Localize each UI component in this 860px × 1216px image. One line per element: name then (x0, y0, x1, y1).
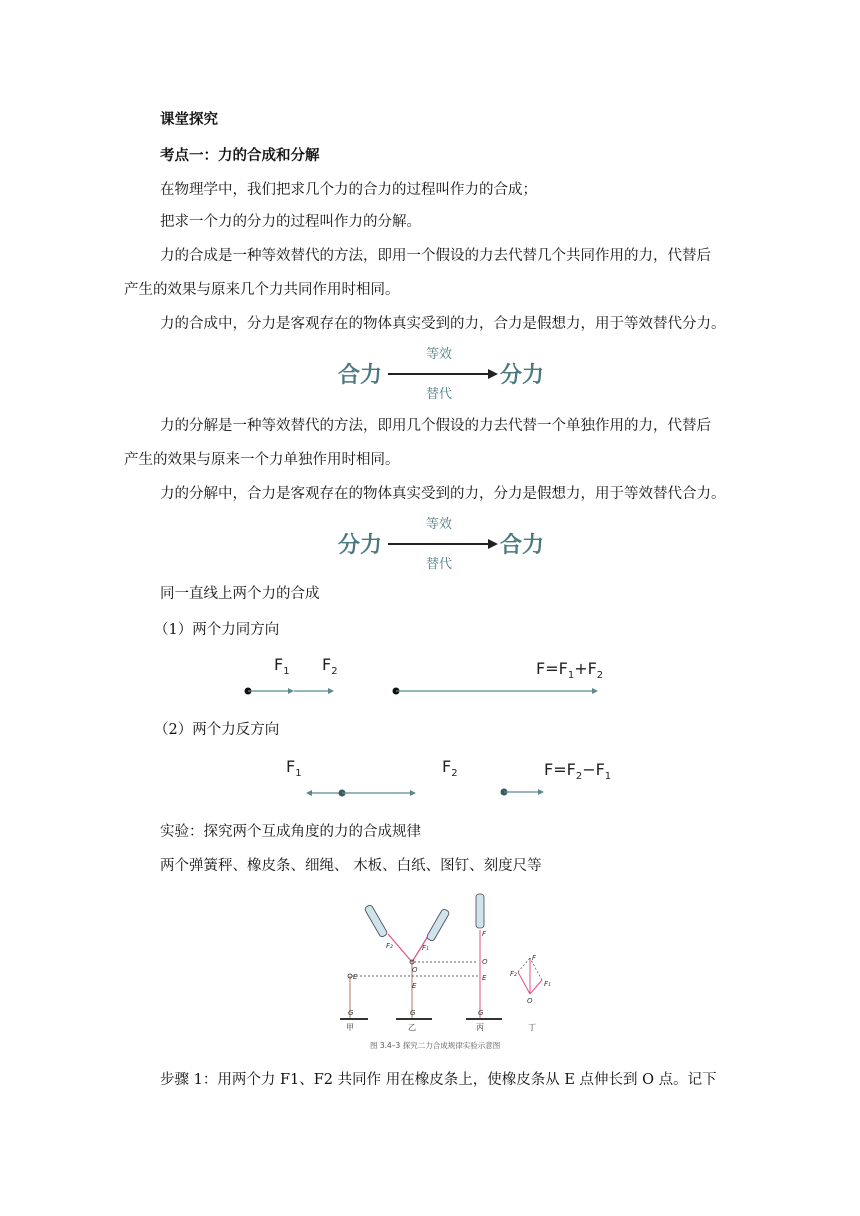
case1-result-label: $F=F_1+F_2$ (536, 659, 604, 681)
diagram1-arrowhead-icon (488, 369, 498, 379)
diagram2-top-label: 等效 (426, 517, 453, 532)
diagram1-right-label: 分力 (500, 363, 545, 388)
case1-f1-label: $F_1$ (274, 655, 290, 677)
label-ding: 丁 (528, 1023, 536, 1032)
label-bing: 丙 (476, 1023, 484, 1032)
case1-f2-label: $F_2$ (322, 655, 338, 677)
paragraph-3-line2: 产生的效果与原来几个力共同作用时相同。 (124, 282, 400, 298)
paragraph-2: 把求一个力的分力的过程叫作力的分解。 (160, 214, 421, 230)
case1-result-arrowhead-icon (592, 688, 598, 694)
opposite-direction-force-diagram (270, 752, 620, 802)
decomposition-equivalence-diagram (330, 510, 560, 576)
step-1: 步骤 1：用两个力 F1、F2 共同作 用在橡皮条上，使橡皮条从 E 点伸长到 O 点。记下 (160, 1072, 717, 1088)
case2-result-arrowhead-icon (538, 789, 544, 795)
spring-scale-bing (476, 894, 484, 928)
label-o-ding: O (527, 997, 533, 1005)
label-e-bing: E (482, 974, 487, 982)
materials-list: 两个弹簧秤、橡皮条、细绳、 木板、白纸、图钉、刻度尺等 (160, 858, 542, 874)
label-f1-ding: F₁ (544, 980, 551, 988)
diagram2-right-label: 合力 (500, 533, 545, 558)
paragraph-5-line1: 力的分解是一种等效替代的方法，即用几个假设的力去代替一个单独作用的力，代替后 (160, 418, 711, 434)
label-f1-yi: F₁ (422, 944, 429, 952)
experiment-figure (336, 890, 576, 1060)
label-g-bing: G (478, 1009, 484, 1017)
same-line-title: 同一直线上两个力的合成 (160, 586, 320, 602)
case1-f1-arrowhead-icon (288, 688, 294, 694)
ding-f1 (530, 980, 542, 994)
diagram2-arrowhead-icon (488, 539, 498, 549)
label-f2-ding: F₂ (510, 970, 517, 978)
case2-f2-arrowhead-icon (410, 790, 416, 796)
diagram1-top-label: 等效 (426, 347, 453, 362)
synthesis-equivalence-diagram (330, 340, 560, 406)
diagram1-bottom-label: 替代 (426, 387, 453, 402)
paragraph-4: 力的合成中，分力是客观存在的物体真实受到的力，合力是假想力，用于等效替代分力。 (160, 316, 726, 332)
case1-label: （1）两个力同方向 (154, 622, 280, 638)
label-f2-yi: F₂ (386, 942, 393, 950)
label-o-bing: O (482, 958, 488, 966)
label-o-yi: O (412, 966, 418, 974)
case2-f1-arrowhead-icon (306, 790, 312, 796)
case2-result-label: $F=F_2-F_1$ (544, 760, 612, 782)
figure-caption: 图 3.4–3 探究二力合成规律实验示意图 (370, 1041, 501, 1050)
label-yi: 乙 (408, 1023, 416, 1032)
paragraph-3-line1: 力的合成是一种等效替代的方法，即用一个假设的力去代替几个共同作用的力，代替后 (160, 248, 711, 264)
experiment-title: 实验：探究两个互成角度的力的合成规律 (160, 824, 421, 840)
diagram1-left-label: 合力 (338, 363, 383, 388)
diagram2-left-label: 分力 (338, 533, 383, 558)
label-f-bing: F (482, 930, 487, 938)
case2-label: （2）两个力反方向 (154, 722, 280, 738)
same-direction-force-diagram (240, 648, 610, 704)
paragraph-1: 在物理学中，我们把求几个力的合力的过程叫作力的合成； (160, 182, 537, 198)
diagram2-bottom-label: 替代 (426, 557, 453, 572)
paragraph-6: 力的分解中，合力是客观存在的物体真实受到的力，分力是假想力，用于等效替代合力。 (160, 486, 726, 502)
label-g-jia: G (348, 1009, 354, 1017)
label-g-yi: G (410, 1009, 416, 1017)
label-jia: 甲 (346, 1023, 354, 1032)
ding-f2 (518, 972, 530, 994)
label-e-jia: E (353, 973, 358, 981)
label-e-yi: E (412, 982, 417, 990)
paragraph-5-line2: 产生的效果与原来一个力单独作用时相同。 (124, 452, 400, 468)
spring-scale-right (426, 908, 450, 941)
spring-scale-left (364, 904, 388, 937)
case2-f1-label: $F_1$ (286, 757, 302, 779)
section-heading: 课堂探究 (160, 112, 218, 128)
label-f-ding: F (532, 954, 537, 962)
case1-f2-arrowhead-icon (328, 688, 334, 694)
ding-dashed-1 (518, 958, 530, 972)
kaodian-title: 考点一：力的合成和分解 (160, 148, 320, 164)
case2-f2-label: $F_2$ (442, 757, 458, 779)
